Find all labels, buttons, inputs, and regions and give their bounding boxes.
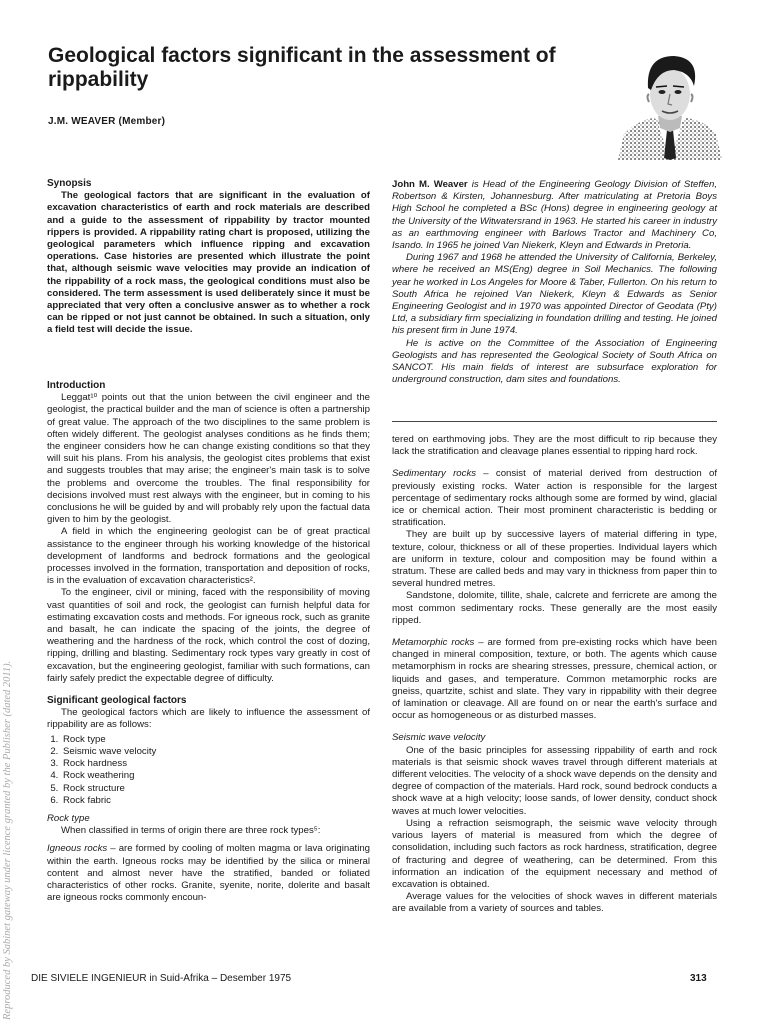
list-item: 3. Rock hardness bbox=[61, 758, 370, 770]
bio-paragraph: During 1967 and 1968 he attended the University of California, Berkeley, where he received an MS(Eng) degree in Soil Mechanics. The following year he worked in Los Angeles for Moore & Taber, Fullerton. On his return to South Africa he rejoined Van Niekerk, Kleyn & Edwards as Senior Engineering Geologist and in 1970 was appointed Director of Geodata (Pty) Ltd, a subsidiary firm specializing in foundation drilling and testing. He joined his present firm in June 1974. bbox=[392, 252, 717, 337]
synopsis-heading: Synopsis bbox=[47, 178, 92, 189]
igneous-label: Igneous rocks bbox=[47, 843, 108, 855]
significant-factors-heading: Significant geological factors bbox=[47, 695, 187, 707]
bio-paragraph: He is active on the Committee of the Association of Engineering Geologists and has represented the Geological Society of South Africa on SANCOT. His main fields of interest are subsurface exploration for underground construction, dam sites and foundations. bbox=[392, 337, 717, 386]
sedimentary-paragraph bbox=[392, 468, 717, 529]
rock-type-heading: Rock type bbox=[47, 812, 90, 824]
sedimentary-text: – consist of material derived from destruction of previously existing rocks. Water action is responsible for the largest percentage of sedimentary rocks although some are formed by wind, glacial ice or chemical action. Their most prominent characteristic is bedding or stratification. bbox=[392, 468, 717, 529]
list-item: 5. Rock structure bbox=[61, 783, 370, 795]
author-biography bbox=[392, 179, 717, 386]
sedimentary-paragraph-2: They are built up by successive layers of material differing in type, texture, colour, thickness or all of these properties. Individual layers which are uniform in texture, colour and composition may be found within a stratum. These are called beds and may vary in thickness from paper thin to several hundred metres. bbox=[392, 529, 717, 590]
list-item: 4. Rock weathering bbox=[61, 770, 370, 782]
bio-divider bbox=[392, 421, 717, 422]
article-title: Geological factors significant in the assessment of rippability bbox=[48, 44, 556, 91]
synopsis-section bbox=[47, 178, 370, 337]
significant-factors-intro: The geological factors which are likely to influence the assessment of rippability are as follows: bbox=[47, 707, 370, 731]
metamorphic-paragraph bbox=[392, 637, 717, 722]
right-body bbox=[392, 434, 717, 916]
bio-name: John M. Weaver bbox=[392, 179, 468, 190]
author-portrait bbox=[618, 50, 722, 160]
factor-list bbox=[47, 734, 370, 807]
introduction-paragraph: A field in which the engineering geologist can be of great practical assistance to the engineer through his working knowledge of the historical development of landforms and bedrock formations and the geological processes involved in the formation, transportation and deposition of rocks, is in the evaluation of excavation characteristics². bbox=[47, 526, 370, 587]
rock-type-paragraph: When classified in terms of origin there are three rock types⁵: bbox=[61, 825, 321, 837]
licence-watermark: Reproduced by Sabinet gateway under licence granted by the Publisher (dated 2011). bbox=[2, 660, 13, 1020]
introduction-section bbox=[47, 380, 370, 904]
bio-text: is Head of the Engineering Geology Division of Steffen, Robertson & Kirsten, Johannesburg. After matriculating at Pretoria Boys High School he completed a BSc (Hons) degree in engineering geology at the University of the Witwatersrand in 1963. He started his career in industry as an earthmoving engineer with Barlows Tractor and Machinery Co, Isando. In 1965 he joined Van Niekerk, Kleyn and Edwards in Pretoria. bbox=[392, 179, 717, 252]
list-item: 2. Seismic wave velocity bbox=[61, 746, 370, 758]
introduction-paragraph: To the engineer, civil or mining, faced with the responsibility of moving vast quantities of soil and rock, the geologist can furnish helpful data for estimating excavation costs and methods. For igneous rock, such as granite and basalt, he can indicate the spacing of the joints, the degree of weathering and the hardness of the rock, which control the cost of dozing, ripping, drilling and blasting. Sedimentary rock types vary greatly in cost of excavation, but the engineering geologist, familiar with such formations, can fairly safely predict the expectable degree of difficulty. bbox=[47, 587, 370, 684]
sedimentary-label: Sedimentary rocks bbox=[392, 468, 477, 480]
seismic-paragraph: One of the basic principles for assessing rippability of earth and rock materials is that seismic shock waves travel through different materials at different velocities. The velocity of a shock wave depends on the density and degree of compaction of the materials. Hard rock, sound bedrock conducts a shock wave at a high velocity; loose sands, of lower density, conduct shock waves at much lower velocities. bbox=[392, 744, 717, 817]
synopsis-text: The geological factors that are significant in the evaluation of excavation characteristics of earth and rock materials are described and a guide to the assessment of rippability by tractor mounted rippers is provided. A rippability rating chart is proposed, utilizing the geological parameters which influence ripping and excavation operations. Case histories are presented which illustrate the point that, although seismic wave velocities may provide an indication of the rippability of a rock mass, the geological conditions must also be considered. The term assessment is used deliberately since it must be appreciated that very often a conclusive answer as to whether a rock can be ripped or not just cannot be obtained. In such a situation, only a field test will decide the issue. bbox=[47, 190, 370, 336]
sedimentary-paragraph-3: Sandstone, dolomite, tillite, shale, calcrete and ferricrete are among the most common sedimentary rocks. These generally are the most easily ripped. bbox=[392, 590, 717, 626]
seismic-paragraph: Using a refraction seismograph, the seismic wave velocity through various layers of material is measured from which the degree of consolidation, including such factors as rock hardness, stratification, degree of fracturing and degree of weathering, can be determined. From this information an indication of the equipment necessary and method of excavation is obtained. bbox=[392, 817, 717, 890]
metamorphic-label: Metamorphic rocks bbox=[392, 637, 475, 649]
author-line: J.M. WEAVER (Member) bbox=[48, 116, 166, 127]
journal-footer: DIE SIVIELE INGENIEUR in Suid-Afrika – Desember 1975 bbox=[31, 973, 292, 984]
igneous-text: – are formed by cooling of molten magma or lava originating within the earth. Igneous rocks may be identified by the silica or mineral content and almost never have the stratified, banded or foliated characteristics of other rocks. Granite, syenite, norite, dolerite and basalt are igneous rocks commonly encoun- bbox=[47, 843, 370, 904]
seismic-heading: Seismic wave velocity bbox=[392, 732, 486, 744]
introduction-paragraph: Leggat¹⁰ points out that the union between the civil engineer and the geologist, the practical builder and the man of science is often a partnership of great value. The approach of the two disciplines to the same problem is often widely different. The geologist analyses conditions as he finds them; the engineer considers how he can change existing conditions so that they will suit his plans. From his analysis, the geologist cites problems that exist and suggests troubles that may arise; the engineer's main task is to solve the problems and overcome the troubles. The final responsibility for decisions involved must rest always with the engineer, but in coming to his conclusions he will be guided by and will probably rely upon the factual data given to him by the geologist. bbox=[47, 392, 370, 526]
introduction-heading: Introduction bbox=[47, 380, 106, 391]
seismic-paragraph: Average values for the velocities of shock waves in different materials are available from a variety of sources and tables. bbox=[392, 891, 717, 915]
list-item: 6. Rock fabric bbox=[61, 795, 370, 807]
continued-paragraph: tered on earthmoving jobs. They are the most difficult to rip because they lack the stratification and cleavage planes essential to ripping hard rock. bbox=[392, 434, 717, 458]
metamorphic-text: – are formed from pre-existing rocks which have been changed in mineral composition, texture, or both. The agents which cause metamorphism in rocks are shearing stresses, pressure, chemical action, or liquids and gases, and temperature. Common metamorphic rocks are gneiss, quartzite, schist and slate. They vary in rippability with their degree of lamination or cleavage. All are found on or near the earth's surface and occur as homogeneous or as disturbed masses. bbox=[392, 637, 717, 722]
page-number: 313 bbox=[690, 973, 707, 984]
igneous-paragraph bbox=[47, 843, 370, 904]
list-item: 1. Rock type bbox=[61, 734, 370, 746]
